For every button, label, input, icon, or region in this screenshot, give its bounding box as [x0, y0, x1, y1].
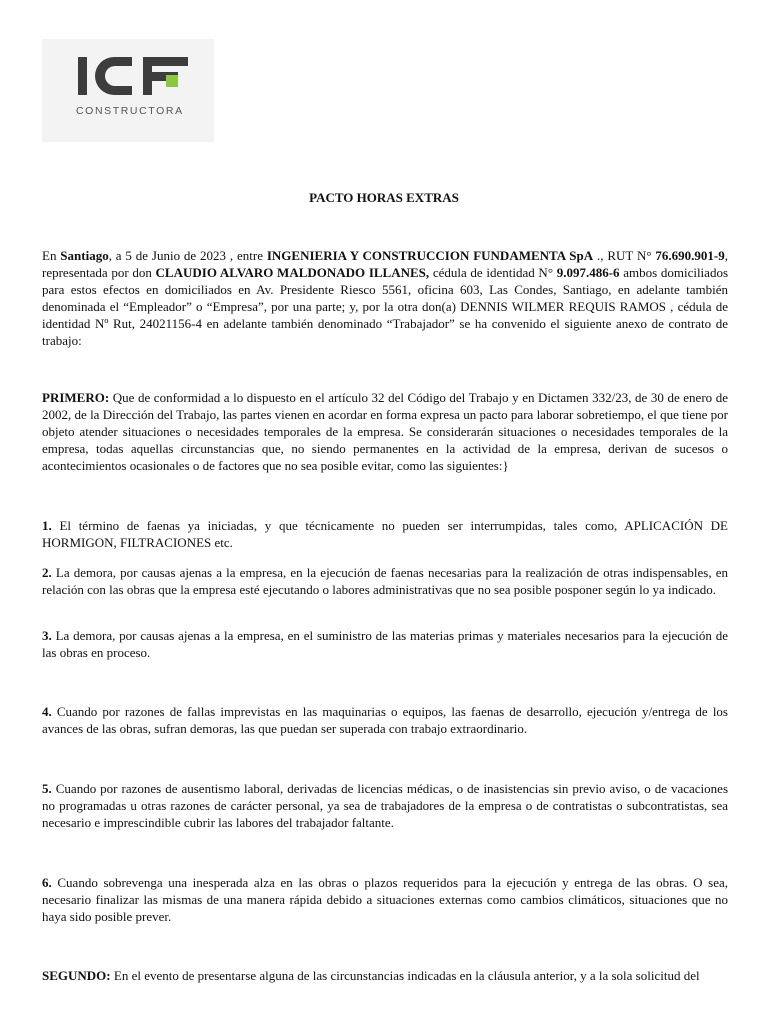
logo-letter-i: [78, 57, 87, 95]
logo-subtitle: CONSTRUCTORA: [76, 105, 184, 117]
list-item: 6. Cuando sobrevenga una inesperada alza en las obras o plazos requeridos para la ejecución y entrega de las obras. O sea, necesario finalizar las mismas de una manera rápida debido a situaciones externas como cambios climáticos, situaciones que no haya sido posible prever.: [42, 875, 728, 924]
logo-letter-c: [95, 57, 132, 95]
logo-mark: [78, 57, 198, 101]
list-item: 1. El término de faenas ya iniciadas, y que técnicamente no pueden ser interrumpidas, tales como, APLICACIÓN DE HORMIGON, FILTRACIONES etc.: [42, 518, 728, 550]
intro-paragraph: En Santiago, a 5 de Junio de 2023 , entre INGENIERIA Y CONSTRUCCION FUNDAMENTA SpA ., RUT N° 76.690.901-9, representada por don CLAUDIO ALVARO MALDONADO ILLANES, cédula de identidad N° 9.097.486-6 ambos domiciliados para estos efectos en domiciliados en Av. Presidente Riesco 5561, oficina 603, Las Condes, Santiago, en adelante también denominada el “Empleador” o “Empresa”, por una parte; y, por la otra don(a) DENNIS WILMER REQUIS RAMOS , cédula de identidad Nº Rut, 24021156-4 en adelante también denominado “Trabajador” se ha convenido el siguiente anexo de contrato de trabajo:: [42, 248, 728, 348]
list-item: 3. La demora, por causas ajenas a la empresa, en el suministro de las materias primas y materiales necesarios para la ejecución de las obras en proceso.: [42, 628, 728, 660]
list-item: 2. La demora, por causas ajenas a la empresa, en la ejecución de faenas necesarias para la realización de otras indispensables, en relación con las obras que la empresa esté ejecutando o labores administrativas que no sea posible posponer según lo ya indicado.: [42, 565, 728, 597]
logo-accent-square: [166, 75, 178, 87]
logo-letter-f: [143, 57, 188, 95]
document-title: PACTO HORAS EXTRAS: [309, 190, 459, 205]
clause-label: PRIMERO:: [42, 390, 110, 405]
company-logo: [42, 39, 214, 142]
list-item: 5. Cuando por razones de ausentismo laboral, derivadas de licencias médicas, o de inasistencias sin previo aviso, o de vacaciones no programadas u otras razones de carácter personal, ya sea de trabajadores de la empresa o de contratistas o subcontratistas, sea necesario e imprescindible cubrir las labores del trabajador faltante.: [42, 781, 728, 830]
clause-label: SEGUNDO:: [42, 968, 111, 983]
clause-primero: PRIMERO: Que de conformidad a lo dispuesto en el artículo 32 del Código del Trabajo y en Dictamen 332/23, de 30 de enero de 2002, de la Dirección del Trabajo, las partes vienen en acordar en forma expresa un pacto para laborar sobretiempo, el que tiene por objeto atender situaciones o necesidades temporales de la empresa. Se considerarán situaciones o necesidades temporales de la empresa, todas aquellas circunstancias que, no siendo permanentes en la actividad de la empresa, derivan de sucesos o acontecimientos ocasionales o de factores que no sea posible evitar, como las siguientes:}: [42, 390, 728, 473]
clause-segundo: SEGUNDO: En el evento de presentarse alguna de las circunstancias indicadas en la cláusula anterior, y a la sola solicitud del: [42, 968, 700, 983]
list-item: 4. Cuando por razones de fallas imprevistas en las maquinarias o equipos, las faenas de desarrollo, ejecución y/entrega de los avances de las obras, sufran demoras, las que puedan ser superada con trabajo extraordinario.: [42, 704, 728, 736]
